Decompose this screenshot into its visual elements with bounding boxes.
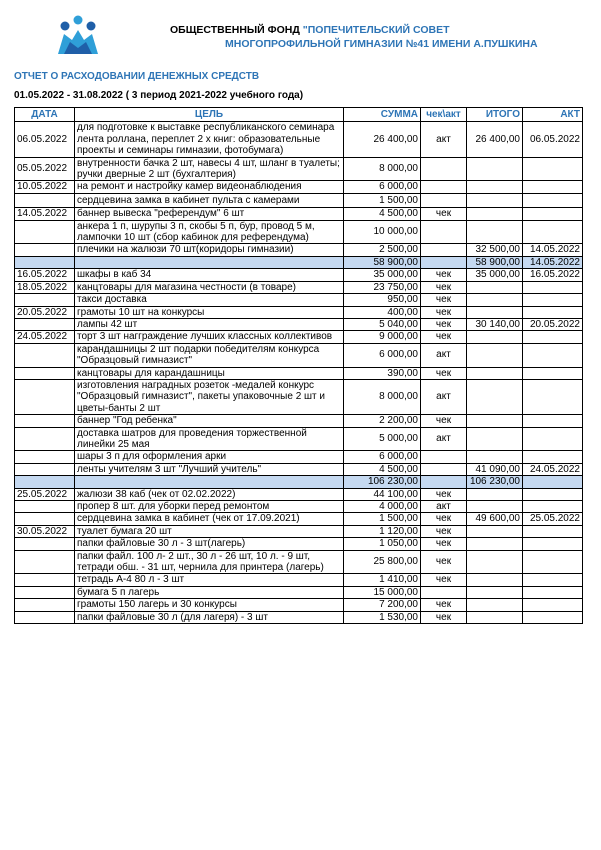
report-title: ОТЧЕТ О РАСХОДОВАНИИ ДЕНЕЖНЫХ СРЕДСТВ: [14, 71, 260, 82]
cell-act: 06.05.2022: [523, 122, 583, 157]
cell-doc-type: чек: [421, 318, 467, 330]
cell-date: [15, 343, 75, 367]
cell-doc-type: акт: [421, 501, 467, 513]
table-row: [15, 451, 583, 463]
cell-date: 20.05.2022: [15, 306, 75, 318]
cell-doc-type: чек: [421, 488, 467, 500]
cell-sum: 1 120,00: [344, 525, 421, 537]
cell-total: [467, 550, 523, 574]
cell-total: 26 400,00: [467, 122, 523, 157]
table-row: [15, 220, 583, 244]
cell-act: [523, 476, 583, 488]
cell-act: [523, 451, 583, 463]
cell-date: [15, 513, 75, 525]
report-period: 01.05.2022 - 31.08.2022 ( 3 период 2021-2022 учебного года): [14, 90, 304, 101]
cell-act: [523, 181, 583, 193]
table-row: [15, 513, 583, 525]
table-row: [15, 281, 583, 293]
column-header-date: ДАТА: [15, 108, 75, 122]
table-row: [15, 331, 583, 343]
cell-total: 32 500,00: [467, 244, 523, 256]
cell-total: [467, 367, 523, 379]
cell-purpose: карандашницы 2 шт подарки победителям конкурса "Образцовый гимназист": [75, 343, 344, 367]
cell-act: [523, 525, 583, 537]
cell-sum: 26 400,00: [344, 122, 421, 157]
cell-total: 35 000,00: [467, 269, 523, 281]
cell-total: [467, 220, 523, 244]
cell-total: [467, 281, 523, 293]
cell-act: [523, 343, 583, 367]
cell-date: [15, 451, 75, 463]
cell-doc-type: чек: [421, 513, 467, 525]
cell-act: [523, 488, 583, 500]
cell-date: [15, 244, 75, 256]
cell-sum: 8 000,00: [344, 379, 421, 414]
subtotal-row: [15, 476, 583, 488]
cell-sum: 1 050,00: [344, 538, 421, 550]
cell-sum: 25 800,00: [344, 550, 421, 574]
cell-date: [15, 318, 75, 330]
org-title-line-2: МНОГОПРОФИЛЬНОЙ ГИМНАЗИИ №41 ИМЕНИ А.ПУШКИНА: [225, 38, 538, 50]
cell-act: [523, 220, 583, 244]
cell-act: [523, 379, 583, 414]
cell-act: [523, 294, 583, 306]
cell-act: 24.05.2022: [523, 463, 583, 475]
cell-sum: 2 500,00: [344, 244, 421, 256]
table-row: [15, 525, 583, 537]
cell-purpose: папки файл. 100 л- 2 шт., 30 л - 26 шт, 10 л. - 9 шт, тетради обш. - 31 шт, чернила для принтера (лагерь): [75, 550, 344, 574]
cell-doc-type: [421, 476, 467, 488]
cell-date: [15, 220, 75, 244]
cell-sum: 950,00: [344, 294, 421, 306]
cell-date: [15, 193, 75, 207]
cell-sum: 1 530,00: [344, 611, 421, 623]
cell-date: [15, 415, 75, 427]
table-row: [15, 181, 583, 193]
cell-act: [523, 538, 583, 550]
cell-sum: 6 000,00: [344, 343, 421, 367]
cell-sum: 44 100,00: [344, 488, 421, 500]
cell-doc-type: чек: [421, 574, 467, 586]
cell-doc-type: акт: [421, 122, 467, 157]
table-row: [15, 501, 583, 513]
cell-act: [523, 306, 583, 318]
cell-purpose: тетрадь А-4 80 л - 3 шт: [75, 574, 344, 586]
cell-act: 14.05.2022: [523, 256, 583, 268]
cell-doc-type: чек: [421, 415, 467, 427]
cell-doc-type: чек: [421, 331, 467, 343]
cell-total: [467, 586, 523, 598]
fund-logo-icon: [56, 14, 100, 58]
cell-total: [467, 611, 523, 623]
table-row: [15, 379, 583, 414]
cell-sum: 35 000,00: [344, 269, 421, 281]
cell-sum: 5 040,00: [344, 318, 421, 330]
cell-total: [467, 525, 523, 537]
cell-doc-type: чек: [421, 208, 467, 220]
table-row: [15, 463, 583, 475]
cell-act: [523, 501, 583, 513]
cell-doc-type: чек: [421, 525, 467, 537]
table-row: [15, 427, 583, 451]
cell-act: 14.05.2022: [523, 244, 583, 256]
cell-purpose: ленты учителям 3 шт "Лучший учитель": [75, 463, 344, 475]
cell-act: [523, 367, 583, 379]
table-row: [15, 586, 583, 598]
table-row: [15, 415, 583, 427]
column-header-purpose: ЦЕЛЬ: [75, 108, 344, 122]
cell-purpose: жалюзи 38 каб (чек от 02.02.2022): [75, 488, 344, 500]
table-body: [15, 122, 583, 624]
org-name-part-1: "ПОПЕЧИТЕЛЬСКИЙ СОВЕТ: [302, 24, 450, 36]
cell-doc-type: [421, 193, 467, 207]
cell-sum: 58 900,00: [344, 256, 421, 268]
cell-doc-type: [421, 256, 467, 268]
cell-act: [523, 574, 583, 586]
cell-sum: 1 410,00: [344, 574, 421, 586]
cell-sum: 1 500,00: [344, 513, 421, 525]
cell-doc-type: чек: [421, 269, 467, 281]
cell-sum: 9 000,00: [344, 331, 421, 343]
cell-doc-type: чек: [421, 538, 467, 550]
cell-total: [467, 208, 523, 220]
cell-date: 25.05.2022: [15, 488, 75, 500]
cell-total: [467, 181, 523, 193]
cell-sum: 23 750,00: [344, 281, 421, 293]
table-row: [15, 318, 583, 330]
cell-doc-type: чек: [421, 306, 467, 318]
cell-sum: 5 000,00: [344, 427, 421, 451]
cell-sum: 6 000,00: [344, 181, 421, 193]
cell-purpose: такси доставка: [75, 294, 344, 306]
cell-date: [15, 586, 75, 598]
cell-doc-type: чек: [421, 611, 467, 623]
cell-act: 20.05.2022: [523, 318, 583, 330]
table-row: [15, 574, 583, 586]
cell-act: [523, 331, 583, 343]
cell-total: [467, 501, 523, 513]
cell-total: [467, 451, 523, 463]
table-row: [15, 488, 583, 500]
cell-purpose: баннер "Год ребенка": [75, 415, 344, 427]
cell-date: [15, 599, 75, 611]
cell-total: 58 900,00: [467, 256, 523, 268]
cell-sum: 106 230,00: [344, 476, 421, 488]
table-header-row: [15, 108, 583, 122]
cell-act: [523, 157, 583, 181]
table-row: [15, 538, 583, 550]
cell-act: [523, 415, 583, 427]
cell-act: [523, 599, 583, 611]
cell-doc-type: чек: [421, 550, 467, 574]
cell-sum: 400,00: [344, 306, 421, 318]
cell-purpose: [75, 256, 344, 268]
cell-purpose: для подготовке к выставке республиканского семинара лента роллана, переплет 2 х книг: образовательные проекты и семинары гимназии, фотобумага): [75, 122, 344, 157]
cell-act: [523, 208, 583, 220]
table-row: [15, 599, 583, 611]
cell-doc-type: чек: [421, 294, 467, 306]
column-header-sum: СУММА: [344, 108, 421, 122]
cell-date: 16.05.2022: [15, 269, 75, 281]
cell-doc-type: акт: [421, 343, 467, 367]
cell-total: [467, 599, 523, 611]
cell-purpose: грамоты 10 шт на конкурсы: [75, 306, 344, 318]
table-row: [15, 208, 583, 220]
cell-date: [15, 538, 75, 550]
cell-doc-type: [421, 181, 467, 193]
cell-date: [15, 611, 75, 623]
cell-doc-type: [421, 244, 467, 256]
cell-purpose: баннер вывеска "референдум" 6 шт: [75, 208, 344, 220]
cell-date: [15, 550, 75, 574]
cell-date: [15, 367, 75, 379]
cell-doc-type: [421, 157, 467, 181]
table-row: [15, 550, 583, 574]
cell-date: 24.05.2022: [15, 331, 75, 343]
cell-act: [523, 193, 583, 207]
cell-date: [15, 574, 75, 586]
cell-sum: 10 000,00: [344, 220, 421, 244]
cell-sum: 4 500,00: [344, 208, 421, 220]
cell-act: [523, 586, 583, 598]
org-title-line-1: [170, 24, 450, 36]
column-header-total: ИТОГО: [467, 108, 523, 122]
cell-purpose: папки файловые 30 л - 3 шт(лагерь): [75, 538, 344, 550]
table-row: [15, 343, 583, 367]
cell-date: [15, 427, 75, 451]
table-row: [15, 367, 583, 379]
cell-total: [467, 427, 523, 451]
cell-total: 41 090,00: [467, 463, 523, 475]
cell-purpose: на ремонт и настройку камер видеонаблюдения: [75, 181, 344, 193]
table-row: [15, 122, 583, 157]
cell-total: [467, 343, 523, 367]
cell-purpose: бумага 5 п лагерь: [75, 586, 344, 598]
cell-date: [15, 463, 75, 475]
cell-date: 18.05.2022: [15, 281, 75, 293]
cell-purpose: анкера 1 п, шурупы 3 п, скобы 5 п, бур, провод 5 м, лампочки 10 шт (сбор кабинок для референдума): [75, 220, 344, 244]
cell-date: [15, 294, 75, 306]
cell-act: 16.05.2022: [523, 269, 583, 281]
cell-act: [523, 550, 583, 574]
cell-purpose: сердцевина замка в кабинет пульта с камерами: [75, 193, 344, 207]
cell-date: 06.05.2022: [15, 122, 75, 157]
cell-doc-type: чек: [421, 367, 467, 379]
cell-total: [467, 488, 523, 500]
cell-date: 10.05.2022: [15, 181, 75, 193]
cell-act: [523, 611, 583, 623]
table-row: [15, 193, 583, 207]
cell-total: [467, 379, 523, 414]
cell-purpose: пропер 8 шт. для уборки перед ремонтом: [75, 501, 344, 513]
cell-sum: 1 500,00: [344, 193, 421, 207]
cell-purpose: торт 3 шт нагграждение лучших классных коллективов: [75, 331, 344, 343]
cell-act: [523, 427, 583, 451]
cell-doc-type: акт: [421, 379, 467, 414]
cell-sum: 6 000,00: [344, 451, 421, 463]
cell-date: 30.05.2022: [15, 525, 75, 537]
cell-purpose: шкафы в каб 34: [75, 269, 344, 281]
cell-total: [467, 157, 523, 181]
cell-purpose: сердцевина замка в кабинет (чек от 17.09.2021): [75, 513, 344, 525]
cell-doc-type: [421, 586, 467, 598]
cell-date: [15, 501, 75, 513]
expense-table: [14, 107, 583, 624]
cell-act: 25.05.2022: [523, 513, 583, 525]
cell-total: [467, 574, 523, 586]
cell-sum: 390,00: [344, 367, 421, 379]
table-row: [15, 244, 583, 256]
cell-purpose: [75, 476, 344, 488]
cell-doc-type: [421, 220, 467, 244]
cell-total: [467, 193, 523, 207]
subtotal-row: [15, 256, 583, 268]
cell-sum: 15 000,00: [344, 586, 421, 598]
cell-purpose: внутренности бачка 2 шт, навесы 4 шт, шланг в туалеты; ручки дверные 2 шт (бухгалтерия): [75, 157, 344, 181]
cell-sum: 4 500,00: [344, 463, 421, 475]
cell-total: [467, 538, 523, 550]
cell-date: [15, 256, 75, 268]
cell-total: [467, 415, 523, 427]
cell-total: 106 230,00: [467, 476, 523, 488]
cell-purpose: канцтовары для карандашницы: [75, 367, 344, 379]
cell-total: 30 140,00: [467, 318, 523, 330]
cell-purpose: канцтовары для магазина честности (в товаре): [75, 281, 344, 293]
table-row: [15, 294, 583, 306]
table-row: [15, 269, 583, 281]
column-header-doc-type: чек\акт: [421, 108, 467, 122]
cell-purpose: плечики на жалюзи 70 шт(коридоры гимназии): [75, 244, 344, 256]
cell-act: [523, 281, 583, 293]
cell-purpose: грамоты 150 лагерь и 30 конкурсы: [75, 599, 344, 611]
cell-purpose: папки файловые 30 л (для лагеря) - 3 шт: [75, 611, 344, 623]
cell-date: [15, 379, 75, 414]
cell-purpose: изготовления наградных розеток -медалей конкурс "Образцовый гимназист", пакеты упаковочные 2 шт и цветы-банты 2 шт: [75, 379, 344, 414]
cell-date: [15, 476, 75, 488]
table-row: [15, 157, 583, 181]
cell-sum: 8 000,00: [344, 157, 421, 181]
cell-doc-type: [421, 451, 467, 463]
cell-total: [467, 294, 523, 306]
cell-purpose: лампы 42 шт: [75, 318, 344, 330]
cell-purpose: туалет бумага 20 шт: [75, 525, 344, 537]
cell-date: 05.05.2022: [15, 157, 75, 181]
cell-purpose: доставка шатров для проведения торжественной линейки 25 мая: [75, 427, 344, 451]
cell-doc-type: акт: [421, 427, 467, 451]
column-header-act: АКТ: [523, 108, 583, 122]
cell-purpose: шары 3 п для оформления арки: [75, 451, 344, 463]
table-row: [15, 306, 583, 318]
cell-doc-type: [421, 463, 467, 475]
org-prefix: ОБЩЕСТВЕННЫЙ ФОНД: [170, 24, 303, 36]
cell-doc-type: чек: [421, 599, 467, 611]
cell-total: 49 600,00: [467, 513, 523, 525]
cell-total: [467, 331, 523, 343]
cell-sum: 4 000,00: [344, 501, 421, 513]
cell-sum: 7 200,00: [344, 599, 421, 611]
cell-total: [467, 306, 523, 318]
cell-date: 14.05.2022: [15, 208, 75, 220]
table-row: [15, 611, 583, 623]
cell-sum: 2 200,00: [344, 415, 421, 427]
cell-doc-type: чек: [421, 281, 467, 293]
